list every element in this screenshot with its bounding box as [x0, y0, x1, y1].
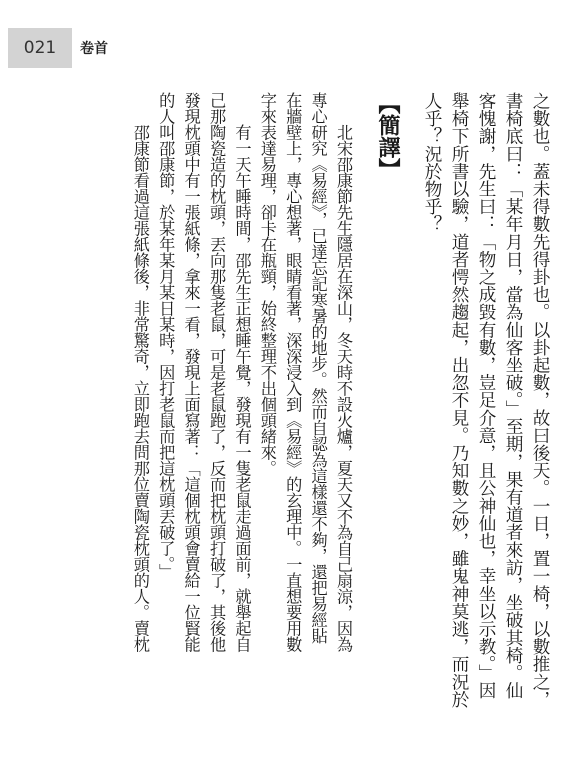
- translation-line: 的人叫邵康節，於某年某月某日某時，因打老鼠而把這枕頭丟破了。」: [156, 92, 176, 580]
- original-text-line: 之數也。蓋未得數先得卦也。以卦起數，故曰後天。一日，置一椅，以數推之，: [530, 92, 550, 708]
- translation-line: 發現枕頭中有一張紙條，拿來一看，發現上面寫著：「這個枕頭會賣給一位賢能: [181, 92, 201, 652]
- page-header: [0, 28, 581, 68]
- translation-line: 邵康節看過這張紙條後，非常驚奇，立即跑去問那位賣陶瓷枕頭的人。賣枕: [130, 124, 150, 653]
- original-text-line: 客愧謝，先生曰：「物之成毀有數，豈足介意，且公神仙也，幸坐以示教。」因: [476, 92, 496, 700]
- original-text-line: 書椅底曰：「某年月日，當為仙客坐破。」至期，果有道者來訪，坐破其椅。仙: [503, 92, 523, 700]
- original-text-line: 人乎？況於物乎？: [422, 92, 442, 233]
- original-text-line: 舉椅下所書以驗，道者愕然趨起，出忽不見。乃知數之妙，雖鬼神莫逃，而況於: [449, 92, 469, 708]
- translation-line: 有一天午睡時間，邵先生正想睡午覺，發現有一隻老鼠走過面前，就舉起自: [232, 124, 252, 653]
- section-title: 卷首: [80, 41, 108, 57]
- translation-heading: 【簡譯】: [375, 92, 400, 180]
- translation-line: 專心研究《易經》，已達忘記寒暑的地步。然而自認為這樣還不夠，還把易經貼: [308, 92, 328, 644]
- translation-line: 北宋邵康節先生隱居在深山，冬天時不設火爐，夏天又不為自己扇涼，因為: [334, 124, 353, 653]
- translation-line: 己那陶瓷造的枕頭，丟向那隻老鼠，可是老鼠跑了，反而把枕頭打破了，其後他: [207, 92, 227, 652]
- column-gap: [402, 92, 418, 732]
- page-body: [127, 92, 553, 732]
- translation-line: 在牆壁上，專心想著，眼睛看著，深深浸入到《易經》的玄理中。一直想要用數: [283, 92, 303, 652]
- column-gap: [356, 92, 372, 732]
- translation-line: 字來表達易理，卻卡在瓶頸，始終整理不出個頭緒來。: [257, 92, 277, 476]
- page-number: 021: [8, 28, 72, 68]
